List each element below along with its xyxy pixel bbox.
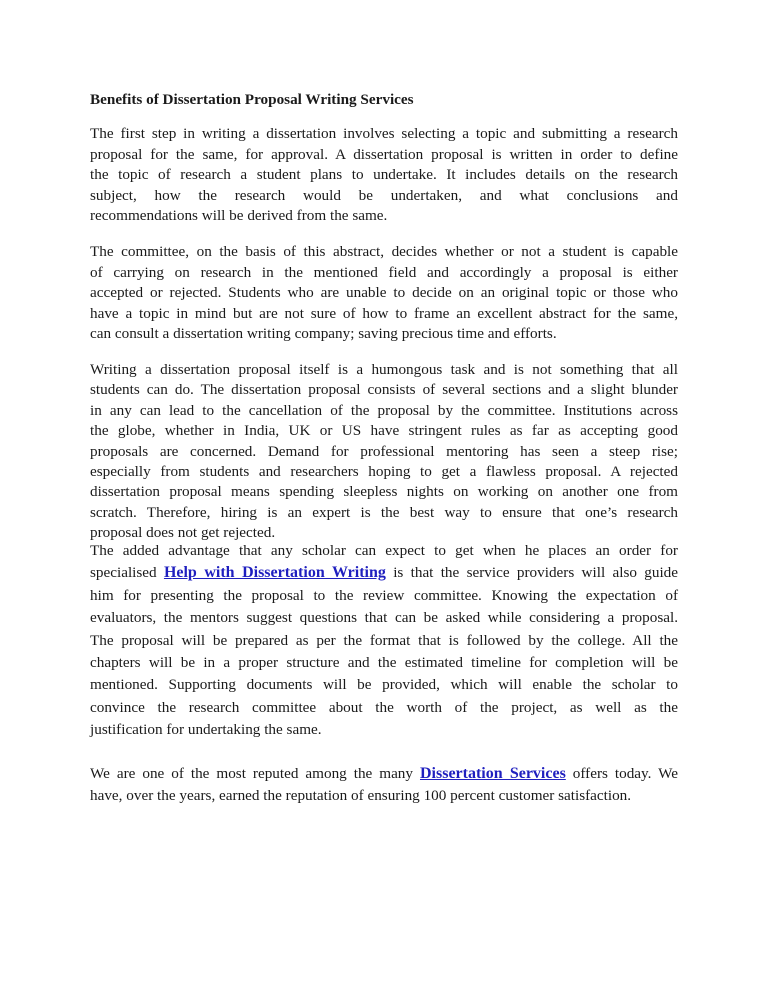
text-line: the globe, whether in India, UK or US have stringent rules as far as accepting good (90, 422, 678, 440)
hyperlink[interactable]: Help with Dissertation Writing (163, 564, 386, 582)
text-line: dissertation proposal means spending sleepless nights on working on another one from (90, 483, 678, 501)
text-line: The added advantage that any scholar can expect to get when he places an order for (90, 542, 678, 559)
text-line: accepted or rejected. Students who are unable to decide on an original topic or those who (90, 284, 678, 302)
text-line (90, 562, 678, 584)
text-line: Writing a dissertation proposal itself is a humongous task and is not something that all (90, 361, 678, 378)
document-title: Benefits of Dissertation Proposal Writing Services (90, 91, 414, 108)
text-line: chapters will be in a proper structure and the estimated timeline for completion will be (90, 654, 678, 672)
text-segment: We are one of the most reputed among the many (90, 765, 420, 782)
text-segment: specialised (90, 564, 164, 582)
text-line: recommendations will be derived from the same. (90, 207, 388, 225)
paragraph (90, 360, 678, 544)
text-line (90, 763, 678, 785)
text-line: of carrying on research in the mentioned field and accordingly a proposal is either (90, 263, 678, 281)
text-line: justification for undertaking the same. (90, 721, 322, 739)
text-line: have a topic in mind but are not sure of how to frame an excellent abstract for the same, (90, 304, 678, 322)
paragraph (90, 540, 678, 742)
text-line: mentioned. Supporting documents will be provided, which will enable the scholar to (90, 676, 678, 694)
text-segment: offers today. We (565, 765, 678, 782)
text-line: convince the research committee about the worth of the project, as well as the (90, 698, 678, 716)
text-line: can consult a dissertation writing company; saving precious time and efforts. (90, 325, 557, 343)
text-line: proposal does not get rejected. (90, 524, 276, 542)
paragraph (90, 124, 678, 227)
text-line: proposals are concerned. Demand for professional mentoring has seen a steep rise; (90, 442, 678, 460)
text-line: students can do. The dissertation proposal consists of several sections and a slight blunder (90, 381, 678, 399)
text-line: evaluators, the mentors suggest questions that can be asked while considering a proposal. (90, 609, 678, 627)
text-line: him for presenting the proposal to the review committee. Knowing the expectation of (90, 586, 678, 604)
text-line: subject, how the research would be undertaken, and what conclusions and (90, 186, 678, 204)
text-line: the topic of research a student plans to undertake. It includes details on the research (90, 166, 678, 184)
text-line: proposal for the same, for approval. A dissertation proposal is written in order to define (90, 145, 678, 163)
text-line: The committee, on the basis of this abstract, decides whether or not a student is capable (90, 243, 678, 260)
text-line: have, over the years, earned the reputation of ensuring 100 percent customer satisfaction. (90, 786, 632, 804)
text-line: The first step in writing a dissertation involves selecting a topic and submitting a research (90, 125, 678, 142)
text-line: in any can lead to the cancellation of the proposal by the committee. Institutions across (90, 401, 678, 419)
paragraph (90, 763, 678, 806)
hyperlink[interactable]: Dissertation Services (419, 765, 566, 782)
text-line: especially from students and researchers hoping to get a flawless proposal. A rejected (90, 463, 678, 481)
text-line: scratch. Therefore, hiring is an expert is the best way to ensure that one’s research (90, 503, 678, 521)
text-line: The proposal will be prepared as per the format that is followed by the college. All the (90, 631, 678, 649)
paragraph (90, 242, 678, 345)
text-segment: is that the service providers will also guide (385, 564, 678, 582)
